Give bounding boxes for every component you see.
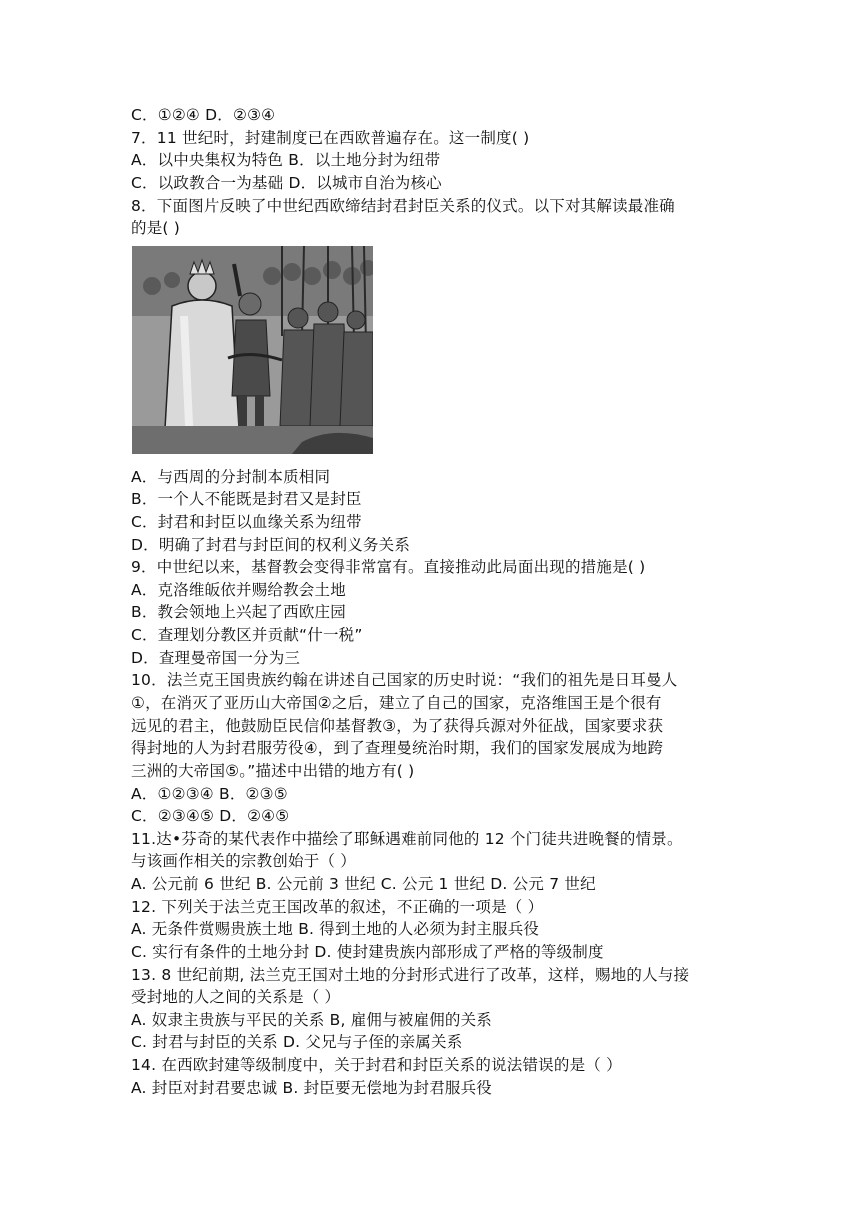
q14-stem: 14. 在西欧封建等级制度中，关于封君和封臣关系的说法错误的是（ ） <box>131 1056 622 1074</box>
q12-stem: 12. 下列关于法兰克王国改革的叙述，不正确的一项是（ ） <box>131 898 544 916</box>
q8-option-b: B．一个人不能既是封君又是封臣 <box>131 490 362 508</box>
q8-stem-line1: 8．下面图片反映了中世纪西欧缔结封君封臣关系的仪式。以下对其解读最准确 <box>131 197 675 215</box>
q10-options-cd: C．②③④⑤ D．②④⑤ <box>131 807 290 825</box>
q9-option-b: B．教会领地上兴起了西欧庄园 <box>131 603 346 621</box>
ceremony-artwork <box>132 246 373 454</box>
feudal-ceremony-illustration <box>132 246 373 454</box>
q9-option-a: A．克洛维皈依并赐给教会土地 <box>131 581 346 599</box>
q13-stem-line1: 13. 8 世纪前期, 法兰克王国对土地的分封形式进行了改革，这样，赐地的人与接 <box>131 966 690 984</box>
q9-option-c: C．查理划分教区并贡献“什一税” <box>131 626 363 644</box>
q11-stem-line1: 11.达•芬奇的某代表作中描绘了耶稣遇难前同他的 12 个门徒共进晚餐的情景。 <box>131 830 683 848</box>
q12-options-cd: C. 实行有条件的土地分封 D. 使封建贵族内部形成了严格的等级制度 <box>131 943 604 961</box>
q13-options-cd: C. 封君与封臣的关系 D. 父兄与子侄的亲属关系 <box>131 1033 463 1051</box>
q10-stem-line5: 三洲的大帝国⑤。”描述中出错的地方有( ) <box>131 762 415 780</box>
q14-options-ab: A. 封臣对封君要忠诚 B. 封臣要无偿地为封君服兵役 <box>131 1079 493 1097</box>
q8-stem-line2: 的是( ) <box>131 219 181 237</box>
q7-stem: 7．11 世纪时，封建制度已在西欧普遍存在。这一制度( ) <box>131 129 530 147</box>
q13-options-ab: A. 奴隶主贵族与平民的关系 B, 雇佣与被雇佣的关系 <box>131 1011 493 1029</box>
q7-options-cd: C．以政教合一为基础 D．以城市自治为核心 <box>131 174 442 192</box>
q9-option-d: D．查理曼帝国一分为三 <box>131 649 301 667</box>
q10-stem-line1: 10．法兰克王国贵族约翰在讲述自己国家的历史时说：“我们的祖先是日耳曼人 <box>131 671 678 689</box>
q8-option-c: C．封君和封臣以血缘关系为纽带 <box>131 513 362 531</box>
q10-stem-line3: 远见的君主，他鼓励臣民信仰基督教③，为了获得兵源对外征战，国家要求获 <box>131 717 664 735</box>
q12-options-ab: A. 无条件赏赐贵族土地 B. 得到土地的人必须为封主服兵役 <box>131 920 540 938</box>
q7-options-ab: A．以中央集权为特色 B．以土地分封为纽带 <box>131 151 441 169</box>
q13-stem-line2: 受封地的人之间的关系是（ ） <box>131 988 341 1006</box>
q9-stem: 9．中世纪以来，基督教会变得非常富有。直接推动此局面出现的措施是( ) <box>131 558 646 576</box>
q10-stem-line2: ①，在消灭了亚历山大帝国②之后，建立了自己的国家，克洛维国王是个很有 <box>131 694 662 712</box>
q10-options-ab: A．①②③④ B．②③⑤ <box>131 785 288 803</box>
q8-option-a: A．与西周的分封制本质相同 <box>131 468 331 486</box>
q6-options-cd: C．①②④ D．②③④ <box>131 106 276 124</box>
q11-options: A. 公元前 6 世纪 B. 公元前 3 世纪 C. 公元 1 世纪 D. 公元 7 世纪 <box>131 875 596 893</box>
q10-stem-line4: 得封地的人为封君服劳役④，到了查理曼统治时期，我们的国家发展成为地跨 <box>131 739 664 757</box>
q11-stem-line2: 与该画作相关的宗教创始于（ ） <box>131 852 356 870</box>
q8-option-d: D．明确了封君与封臣间的权利义务关系 <box>131 536 411 554</box>
